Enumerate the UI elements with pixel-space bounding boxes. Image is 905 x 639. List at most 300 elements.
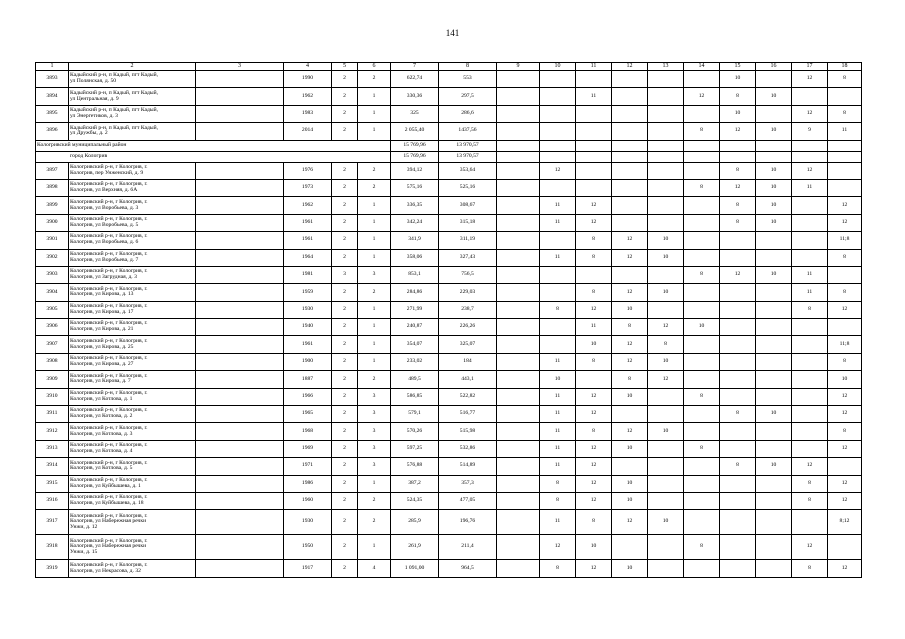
address-line: Кологрив, ул Кирова, д. 13 (70, 291, 134, 298)
cell-c18: 11;8 (828, 336, 862, 353)
cell-c5: 2 (332, 249, 358, 266)
cell-c6: 1 (358, 535, 391, 560)
cell-c6: 3 (358, 406, 391, 423)
cell-c13 (648, 179, 684, 196)
page-number: 141 (445, 28, 460, 38)
cell-c12 (612, 197, 648, 214)
cell-c8: 226,26 (439, 319, 497, 336)
cell-c11: 12 (576, 388, 612, 405)
cell-c8: 315,18 (439, 214, 497, 231)
cell-c9 (497, 214, 540, 231)
cell-c8: 353,64 (439, 162, 497, 179)
column-number: 5 (332, 63, 358, 71)
cell-c16: 10 (756, 406, 792, 423)
cell-c13 (648, 440, 684, 457)
row-number: 3909 (36, 371, 69, 388)
cell-c15 (720, 284, 756, 301)
cell-c17: 11 (792, 284, 828, 301)
cell-c6: 1 (358, 336, 391, 353)
cell-c9 (497, 301, 540, 318)
address-line: Кадыйский р-н, п Кадый, пгт Кадый, (70, 107, 158, 114)
cell-empty (196, 510, 284, 535)
cell-c17: 11 (792, 266, 828, 283)
cell-c17: 8 (792, 560, 828, 577)
table-row (36, 492, 862, 509)
cell-c10 (540, 284, 576, 301)
district-label: Кологривский муниципальный район (36, 140, 391, 151)
cell-c6: 2 (358, 492, 391, 509)
cell-c6: 1 (358, 197, 391, 214)
cell-c17 (792, 336, 828, 353)
cell-c14 (684, 492, 720, 509)
cell-c6: 1 (358, 301, 391, 318)
cell-c15 (720, 535, 756, 560)
cell-c5: 2 (332, 214, 358, 231)
cell-empty (540, 140, 576, 151)
cell-c7: 330,36 (391, 88, 439, 105)
cell-c7: 285,9 (391, 510, 439, 535)
cell-empty (196, 88, 284, 105)
cell-c6: 2 (358, 284, 391, 301)
cell-c15 (720, 301, 756, 318)
cell-c5: 2 (332, 353, 358, 370)
row-number: 3910 (36, 388, 69, 405)
cell-c14 (684, 284, 720, 301)
cell-c10: 11 (540, 423, 576, 440)
cell-c11 (576, 123, 612, 140)
cell-c10: 11 (540, 510, 576, 535)
cell-c9 (497, 440, 540, 457)
cell-c4: 1965 (284, 406, 332, 423)
cell-c8: 196,76 (439, 510, 497, 535)
cell-c4: 1983 (284, 105, 332, 122)
district-total-row (36, 140, 862, 151)
cell-c10: 11 (540, 458, 576, 475)
table-row (36, 214, 862, 231)
cell-c7: 325 (391, 105, 439, 122)
cell-c4: 1966 (284, 388, 332, 405)
cell-c11: 8 (576, 232, 612, 249)
row-number: 3901 (36, 232, 69, 249)
cell-c15: 8 (720, 214, 756, 231)
cell-empty (648, 140, 684, 151)
cell-c13 (648, 560, 684, 577)
cell-c16 (756, 440, 792, 457)
cell-c8: 286,6 (439, 105, 497, 122)
cell-c12: 12 (612, 510, 648, 535)
cell-c12 (612, 162, 648, 179)
cell-c9 (497, 123, 540, 140)
cell-empty (196, 284, 284, 301)
cell-empty (196, 353, 284, 370)
cell-c16 (756, 492, 792, 509)
cell-c18: 12 (828, 492, 862, 509)
cell-c18: 8 (828, 105, 862, 122)
cell-c7: 342,24 (391, 214, 439, 231)
address-line: Кологривский р-н, г Кологрив, г. (70, 337, 148, 344)
cell-c16 (756, 249, 792, 266)
address-line: Кологрив, ул Набережная речки (70, 518, 147, 525)
address-cell (69, 266, 196, 283)
cell-c16 (756, 301, 792, 318)
cell-c12: 12 (612, 353, 648, 370)
cell-c14 (684, 560, 720, 577)
cell-c16: 10 (756, 458, 792, 475)
cell-c15 (720, 371, 756, 388)
cell-c16 (756, 423, 792, 440)
cell-empty (196, 197, 284, 214)
cell-c18: 11;8 (828, 232, 862, 249)
column-number: 4 (284, 63, 332, 71)
row-number: 3914 (36, 458, 69, 475)
cell-c11 (576, 105, 612, 122)
cell-c8: 297,5 (439, 88, 497, 105)
address-cell (69, 214, 196, 231)
address-line: Кологрив, пер Унженский, д. 9 (70, 169, 144, 176)
cell-c10 (540, 179, 576, 196)
cell-c10 (540, 319, 576, 336)
cell-c8: 756,5 (439, 266, 497, 283)
table-row (36, 232, 862, 249)
address-line: Кадыйский р-н, п Кадый, пгт Кадый, (70, 89, 158, 96)
cell-c7: 358,06 (391, 249, 439, 266)
cell-c16 (756, 371, 792, 388)
cell-c7: 570,26 (391, 423, 439, 440)
cell-empty (756, 140, 792, 151)
cell-c8: 516,77 (439, 406, 497, 423)
header-row (36, 63, 862, 71)
cell-c13 (648, 475, 684, 492)
cell-empty (196, 423, 284, 440)
cell-c13 (648, 406, 684, 423)
address-line: Кологрив, ул Кирова, д. 25 (70, 343, 134, 350)
cell-c15 (720, 249, 756, 266)
cell-c12 (612, 214, 648, 231)
column-number: 3 (196, 63, 284, 71)
row-number: 3918 (36, 535, 69, 560)
cell-c7: 394,12 (391, 162, 439, 179)
row-number: 3907 (36, 336, 69, 353)
row-number: 3919 (36, 560, 69, 577)
cell-c14 (684, 406, 720, 423)
cell-c12: 12 (612, 249, 648, 266)
cell-c13 (648, 458, 684, 475)
address-line: Кологривский р-н, г Кологрив, г. (70, 442, 148, 449)
cell-c8: 308,67 (439, 197, 497, 214)
cell-empty (576, 151, 612, 162)
cell-c6: 2 (358, 371, 391, 388)
row-number: 3908 (36, 353, 69, 370)
table-row (36, 423, 862, 440)
cell-c18: 12 (828, 301, 862, 318)
cell-c14 (684, 105, 720, 122)
row-number: 3905 (36, 301, 69, 318)
cell-c17 (792, 249, 828, 266)
cell-c12: 10 (612, 301, 648, 318)
cell-c12 (612, 105, 648, 122)
table-body (36, 63, 862, 578)
cell-empty (196, 440, 284, 457)
address-line: Кологривский р-н, г Кологрив, г. (70, 233, 148, 240)
cell-c7: 336,35 (391, 197, 439, 214)
cell-c4: 1976 (284, 162, 332, 179)
cell-empty (196, 105, 284, 122)
address-line: Кологривский р-н, г Кологрив, г. (70, 424, 148, 431)
column-number: 12 (612, 63, 648, 71)
cell-c10: 11 (540, 214, 576, 231)
cell-c9 (497, 458, 540, 475)
cell-empty (497, 140, 540, 151)
cell-c16 (756, 105, 792, 122)
cell-c18 (828, 319, 862, 336)
column-number: 8 (439, 63, 497, 71)
cell-c4: 1930 (284, 510, 332, 535)
table-row (36, 406, 862, 423)
cell-c9 (497, 197, 540, 214)
cell-c18: 12 (828, 560, 862, 577)
cell-empty (196, 266, 284, 283)
address-line: Кологривский р-н, г Кологрив, г. (70, 476, 148, 483)
cell-c9 (497, 162, 540, 179)
cell-empty (720, 151, 756, 162)
address-line: Кологрив, ул Куйбышева, д. 1 (70, 482, 141, 489)
row-number: 3906 (36, 319, 69, 336)
row-number: 3896 (36, 123, 69, 140)
table-row (36, 301, 862, 318)
address-line: Кологрив, ул Кирова, д. 27 (70, 361, 134, 368)
address-cell (69, 535, 196, 560)
address-line: ул Дружбы, д. 2 (70, 130, 108, 137)
address-line: Кологрив, ул Котлова, д. 4 (70, 448, 133, 454)
cell-c17 (792, 232, 828, 249)
column-number: 17 (792, 63, 828, 71)
cell-c8: 184 (439, 353, 497, 370)
cell-c11: 12 (576, 214, 612, 231)
cell-c9 (497, 179, 540, 196)
cell-empty (196, 249, 284, 266)
cell-c6: 1 (358, 232, 391, 249)
cell-c4: 1917 (284, 560, 332, 577)
cell-c12: 8 (612, 319, 648, 336)
cell-c10 (540, 336, 576, 353)
cell-c18: 12 (828, 440, 862, 457)
address-line: Кологрив, ул Котлова, д. 2 (70, 413, 133, 420)
cell-c10: 11 (540, 353, 576, 370)
column-number: 2 (69, 63, 196, 71)
cell-c4: 1961 (284, 336, 332, 353)
cell-c11: 10 (576, 336, 612, 353)
cell-c17 (792, 406, 828, 423)
address-line: Кадыйский р-н, п Кадый, пгт Кадый, (70, 124, 158, 131)
column-number: 16 (756, 63, 792, 71)
cell-c11 (576, 371, 612, 388)
cell-c16 (756, 319, 792, 336)
cell-c6: 1 (358, 88, 391, 105)
cell-empty (497, 151, 540, 162)
address-line: Кологривский р-н, г Кологрив, г. (70, 389, 148, 396)
table-row (36, 458, 862, 475)
address-line: Кологривский р-н, г Кологрив, г. (70, 250, 148, 257)
address-cell (69, 319, 196, 336)
address-line: Кологрив, ул Котлова, д. 5 (70, 465, 133, 472)
cell-c11: 8 (576, 284, 612, 301)
cell-empty (196, 371, 284, 388)
cell-c17 (792, 214, 828, 231)
cell-c14 (684, 301, 720, 318)
cell-c14: 12 (684, 88, 720, 105)
cell-c12 (612, 535, 648, 560)
cell-c9 (497, 535, 540, 560)
cell-c5: 2 (332, 406, 358, 423)
cell-c8: 211,4 (439, 535, 497, 560)
address-cell (69, 388, 196, 405)
cell-c9 (497, 266, 540, 283)
row-number: 3916 (36, 492, 69, 509)
cell-c8: 522,82 (439, 388, 497, 405)
cell-c10 (540, 232, 576, 249)
cell-c7: 853,1 (391, 266, 439, 283)
cell-c9 (497, 336, 540, 353)
cell-c5: 2 (332, 510, 358, 535)
address-cell (69, 353, 196, 370)
cell-c16 (756, 475, 792, 492)
cell-empty (196, 535, 284, 560)
cell-c8: 357,3 (439, 475, 497, 492)
cell-empty (612, 151, 648, 162)
address-line: Кологривский р-н, г Кологрив, г. (70, 561, 148, 568)
table-row (36, 284, 862, 301)
table-row (36, 179, 862, 196)
cell-c7: 354,07 (391, 336, 439, 353)
cell-c17: 8 (792, 492, 828, 509)
cell-c8: 515,98 (439, 423, 497, 440)
address-line: ул Полянская, д. 50 (70, 78, 117, 85)
cell-c11: 8 (576, 249, 612, 266)
table-row (36, 71, 862, 88)
cell-c11: 12 (576, 458, 612, 475)
table-row (36, 336, 862, 353)
row-number: 3899 (36, 197, 69, 214)
cell-empty (196, 162, 284, 179)
cell-c7: 2 055,40 (391, 123, 439, 140)
cell-c16: 10 (756, 197, 792, 214)
cell-empty (720, 140, 756, 151)
cell-c11: 12 (576, 475, 612, 492)
cell-c16 (756, 336, 792, 353)
cell-c17: 11 (792, 179, 828, 196)
cell-c13 (648, 197, 684, 214)
cell-c17: 12 (792, 535, 828, 560)
cell-c6: 1 (358, 319, 391, 336)
address-line: Кологривский р-н, г Кологрив, г. (70, 163, 148, 170)
cell-c6: 3 (358, 266, 391, 283)
address-line: Кологривский р-н, г Кологрив, г. (70, 407, 148, 414)
cell-c14 (684, 353, 720, 370)
cell-c6: 1 (358, 105, 391, 122)
cell-c4: 1959 (284, 284, 332, 301)
cell-c4: 1981 (284, 266, 332, 283)
address-cell (69, 123, 196, 140)
cell-c8: 325,07 (439, 336, 497, 353)
cell-c17 (792, 388, 828, 405)
row-number: 3900 (36, 214, 69, 231)
cell-c4: 1968 (284, 423, 332, 440)
address-line: ул Энергетиков, д. 3 (70, 112, 118, 119)
cell-c5: 2 (332, 319, 358, 336)
cell-c11: 11 (576, 319, 612, 336)
address-cell (69, 88, 196, 105)
cell-c7: 284,86 (391, 284, 439, 301)
cell-empty (196, 458, 284, 475)
cell-c17: 12 (792, 105, 828, 122)
cell-c7: 1 091,00 (391, 560, 439, 577)
cell-c11: 12 (576, 440, 612, 457)
cell-c12: 10 (612, 492, 648, 509)
row-number: 3904 (36, 284, 69, 301)
cell-c18: 8;12 (828, 510, 862, 535)
address-line: Кологрив, ул Некрасова, д. 32 (70, 567, 141, 574)
address-line: Кологривский р-н, г Кологрив, г. (70, 320, 148, 327)
cell-c9 (497, 284, 540, 301)
cell-c6: 2 (358, 71, 391, 88)
address-line: Кологривский р-н, г Кологрив, г. (70, 303, 148, 310)
row-number: 3913 (36, 440, 69, 457)
cell-c6: 3 (358, 388, 391, 405)
cell-c5: 2 (332, 105, 358, 122)
cell-c13: 12 (648, 371, 684, 388)
cell-c17 (792, 319, 828, 336)
cell-c5: 2 (332, 423, 358, 440)
cell-c9 (497, 88, 540, 105)
cell-c9 (497, 510, 540, 535)
cell-c12: 8 (612, 371, 648, 388)
cell-empty (612, 140, 648, 151)
cell-c18: 12 (828, 475, 862, 492)
cell-c11: 12 (576, 560, 612, 577)
cell-c18 (828, 162, 862, 179)
cell-c16 (756, 71, 792, 88)
cell-c4: 1962 (284, 197, 332, 214)
cell-c11 (576, 162, 612, 179)
cell-c12: 10 (612, 475, 648, 492)
cell-empty (648, 151, 684, 162)
address-cell (69, 197, 196, 214)
cell-c14 (684, 197, 720, 214)
cell-c9 (497, 492, 540, 509)
cell-c10: 12 (540, 162, 576, 179)
address-line: Кологривский р-н, г Кологрив, г. (70, 494, 148, 501)
cell-c12: 12 (612, 232, 648, 249)
address-line: Кологрив, ул Загрудная, д. 3 (70, 274, 137, 281)
cell-c16 (756, 560, 792, 577)
cell-c6: 1 (358, 475, 391, 492)
cell-c13: 10 (648, 232, 684, 249)
cell-c10: 11 (540, 249, 576, 266)
row-number: 3895 (36, 105, 69, 122)
cell-c14 (684, 423, 720, 440)
address-line: Кологрив, ул Кирова, д. 17 (70, 308, 134, 315)
cell-c4: 1973 (284, 179, 332, 196)
cell-c14 (684, 336, 720, 353)
cell-c5: 2 (332, 301, 358, 318)
cell-empty (792, 151, 828, 162)
address-line: Кологрив, ул Кирова, д. 7 (70, 378, 131, 385)
cell-c14 (684, 232, 720, 249)
cell-empty (196, 123, 284, 140)
cell-c15: 12 (720, 179, 756, 196)
cell-c17 (792, 371, 828, 388)
cell-empty (196, 492, 284, 509)
